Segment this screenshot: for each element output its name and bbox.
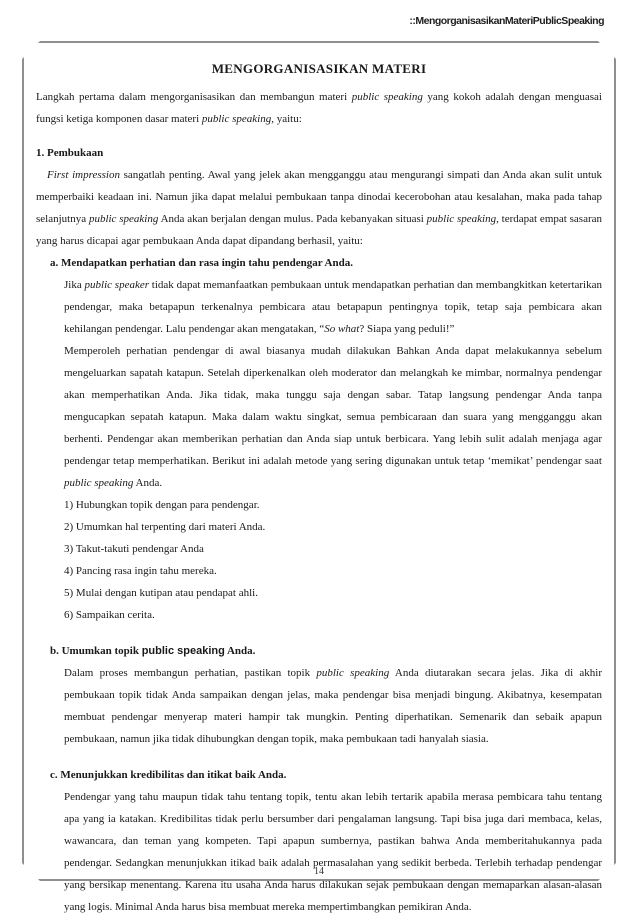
page-title: MENGORGANISASIKAN MATERI (211, 61, 427, 76)
subsection-c-heading: c. Menunjukkan kredibilitas dan itikat baik Anda. (50, 769, 287, 781)
text: Anda. (133, 477, 163, 489)
list-item: 6) Sampaikan cerita. (64, 609, 155, 621)
intro-text: , yaitu: (271, 113, 302, 125)
list-item: 1) Hubungkan topik dengan para pendengar. (64, 499, 260, 511)
term: So what (324, 323, 360, 335)
section-1-text: , terdapat empat sasaran yang harus dicapai agar pembukaan Anda dapat dipandang berhasil, yaitu: (36, 213, 603, 247)
subsection-a-paragraph-2 (64, 340, 602, 494)
text: ? Siapa yang peduli!” (359, 323, 455, 335)
text: Jika (64, 279, 85, 291)
list-item: 3) Takut-takuti pendengar Anda (64, 543, 204, 555)
intro-term: public speaking (201, 113, 272, 125)
list-item: 2) Umumkan hal terpenting dari materi Anda. (64, 521, 266, 533)
intro-paragraph (36, 86, 602, 130)
subsection-c (50, 764, 602, 918)
term: public speaking (316, 667, 390, 679)
subsection-b (50, 640, 602, 750)
subsection-a (50, 252, 602, 626)
page-number: 14 (314, 866, 324, 877)
list-item: 4) Pancing rasa ingin tahu mereka. (64, 565, 217, 577)
text: tidak dapat memanfaatkan pembukaan untuk mendapatkan perhatian dan membangkitkan ketertarikan pendengar, maka betapapun terkenalnya pembicara atau betapapun pentingnya topik, tetap saja pembicara akan kehilangan pendengar. Lalu pendengar akan mengatakan, “ (64, 279, 603, 335)
text: Anda. (224, 645, 256, 657)
section-1-term: First impression (47, 169, 120, 181)
section-1-term: public speaking (88, 213, 159, 225)
running-header: ::MengorganisasikanMateriPublicSpeaking (409, 15, 604, 27)
section-1-text: Anda akan berjalan dengan mulus. Pada kebanyakan situasi (158, 213, 427, 225)
text: Memperoleh perhatian pendengar di awal biasanya mudah dilakukan Bahkan Anda dapat melakukannya sebelum mengeluarkan sapatah katapun. Setelah diperkenalkan oleh moderator dan melangkah ke mimbar, normalnya pendengar akan memperhatikan Anda. Jika tidak, maka tunggu saja dengan sabar. Tatap langsung pendengar Anda tanpa mengucapkan sepatah katapun. Maka dalam waktu singkat, semua pembicaraan dan suara yang mengganggu akan berhenti. Pendengar akan memberikan perhatian dan Anda siap untuk berbicara. Yang lebih sulit adalah menjaga agar pendengar tetap memperhatikan. Berikut ini adalah metode yang sering digunakan untuk tetap ‘memikat’ pendengar saat (64, 345, 602, 467)
section-1-heading: 1. Pembukaan (36, 147, 104, 159)
subsection-b-heading (50, 640, 602, 662)
section-1-term: public speaking (426, 213, 497, 225)
text: b. Umumkan topik (50, 645, 142, 657)
term: public speaking (141, 645, 225, 657)
subsection-a-paragraph-1 (64, 274, 602, 340)
list-item: 5) Mulai dengan kutipan atau pendapat ahli. (64, 587, 258, 599)
term: public speaking (64, 477, 134, 489)
term: public speaker (84, 279, 150, 291)
intro-text: Langkah pertama dalam mengorganisasikan dan membangun materi (36, 91, 352, 103)
document-body (36, 58, 602, 918)
section-1-paragraph (36, 164, 602, 252)
text: Dalam proses membangun perhatian, pastikan topik (64, 667, 317, 679)
section-1-text: sangatlah penting. Awal yang jelek akan mengganggu atau mengurangi simpati dan Anda akan sulit untuk memperbaiki keadaan ini. Namun jika dapat melalui pembukaan tanpa dinodai kecerobohan atau kesalahan, maka pada tahap selanjutnya (36, 169, 603, 225)
subsection-c-paragraph: Pendengar yang tahu maupun tidak tahu tentang topik, tentu akan lebih tertarik apabila merasa pembicara tahu tentang apa yang ia katakan. Kredibilitas tidak perlu bersumber dari pengalaman langsung. Tapi bisa juga dari membaca, kelas, wawancara, dan teman yang kompeten. Tapi apapun sumbernya, pastikan bahwa Anda memberitahukannya pada pendengar. Sedangkan menunjukkan itikad baik adalah permasalahan yang sedikit berbeda. Terlebih terhadap pendengar yang bersikap menentang. Karena itu usaha Anda harus dilakukan sejak pembukaan dengan memaparkan alasan-alasan yang logis. Minimal Anda harus bisa membuat mereka mempertimbangkan pemikiran Anda. (64, 791, 602, 913)
subsection-b-paragraph (64, 662, 602, 750)
subsection-a-heading: a. Mendapatkan perhatian dan rasa ingin tahu pendengar Anda. (50, 257, 353, 269)
intro-text: yang kokoh adalah dengan menguasai fungsi ketiga komponen dasar materi (36, 91, 602, 125)
text: Anda diutarakan secara jelas. Jika di akhir pembukaan topik tidak Anda sampaikan dengan jelas, maka pendengar bisa menjadi bingung. Akibatnya, kesempatan membuat pendengar menyerap materi hampir tak mungkin. Penting diperhatikan. Semenarik dan sebaik apapun pembukaan, namun jika tidak dihubungkan dengan topik, maka pembukaan tadi hanyalah siasia. (64, 667, 603, 745)
intro-term: public speaking (351, 91, 423, 103)
